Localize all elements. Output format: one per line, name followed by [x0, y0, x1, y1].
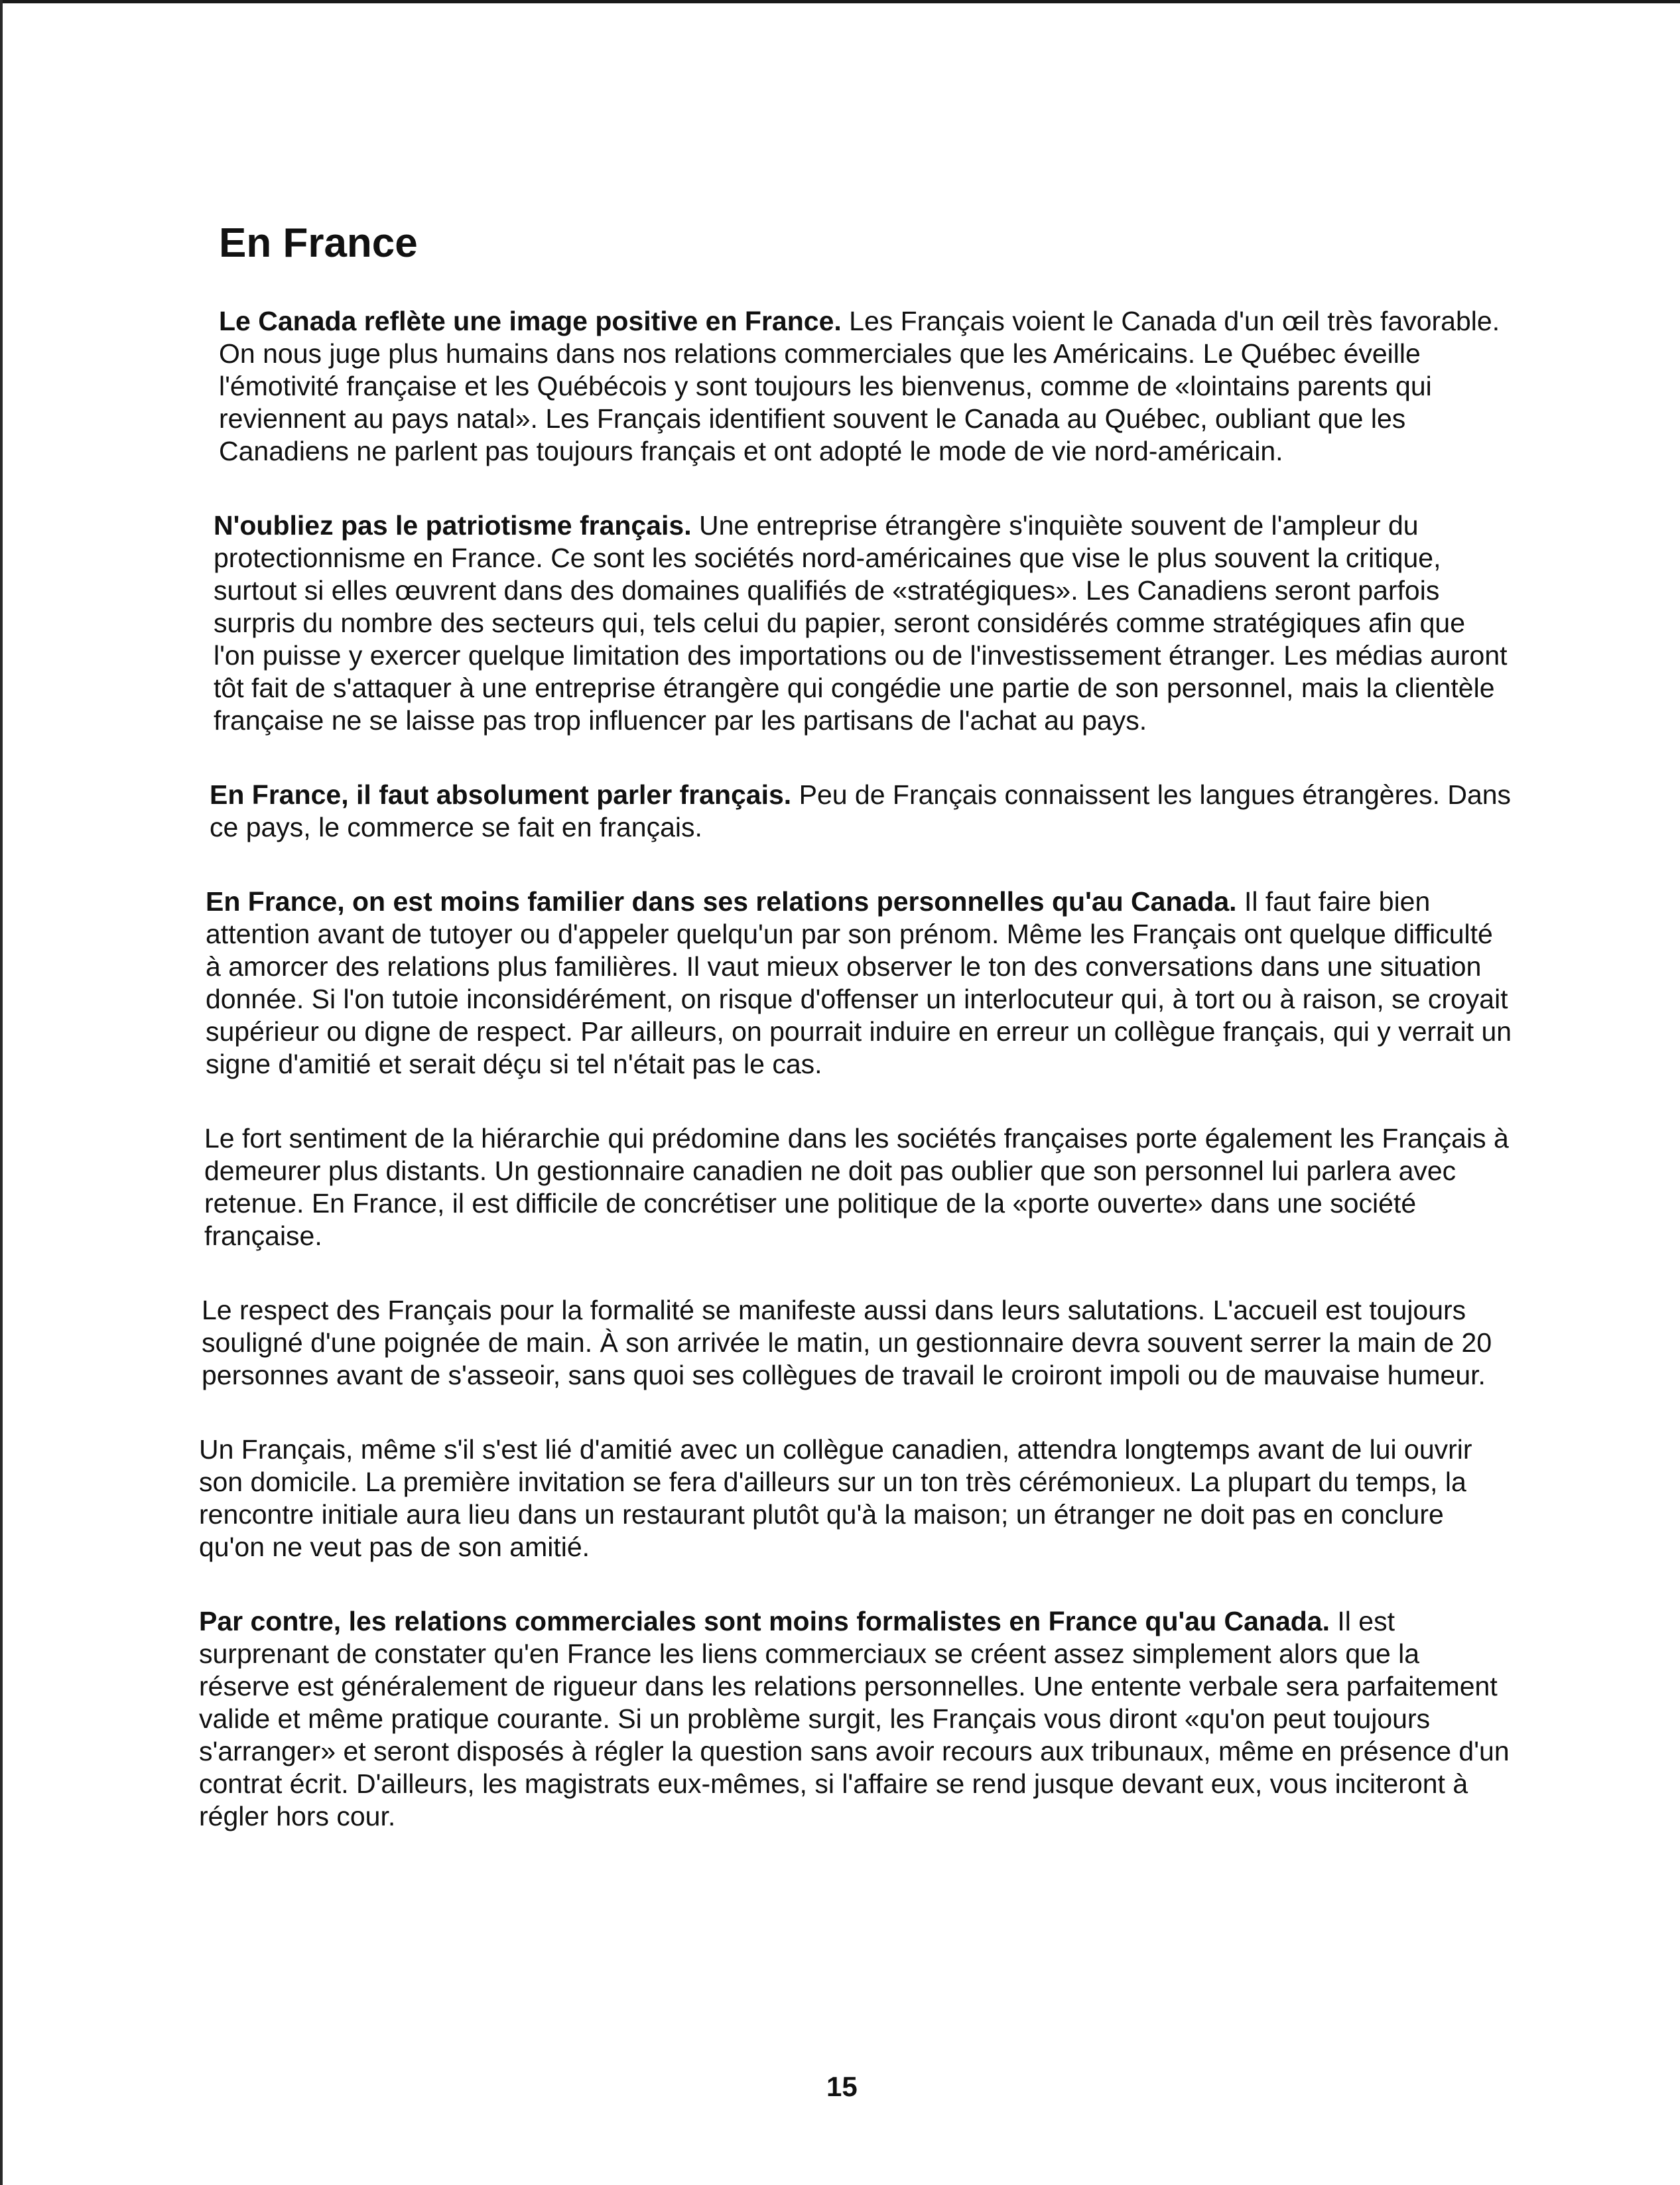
- document-page: [199, 219, 1512, 1875]
- paragraph-friendship: [199, 1433, 1512, 1563]
- paragraph-hierarchy: [204, 1122, 1512, 1252]
- paragraph-lead: Le Canada reflète une image positive en France.: [219, 306, 842, 337]
- paragraph-language: [210, 779, 1512, 844]
- paragraph-familiarity: [206, 886, 1512, 1081]
- paragraph-text: Un Français, même s'il s'est lié d'amitié avec un collègue canadien, attendra longtemps avant de lui ouvrir son domicile. La première invitation se fera d'ailleurs sur un ton très cérémonieux. La plupart du temps, la rencontre initiale aura lieu dans un restaurant plutôt qu'à la maison; un étranger ne doit pas en conclure qu'on ne veut pas de son amitié.: [199, 1434, 1472, 1563]
- paragraph-patriotism: [214, 509, 1512, 737]
- paragraph-greetings: [202, 1294, 1512, 1392]
- paragraph-lead: N'oubliez pas le patriotisme français.: [214, 510, 692, 541]
- page-number: 15: [826, 2071, 858, 2102]
- left-border-line: [0, 0, 3, 2185]
- paragraph-commercial-relations: [199, 1605, 1512, 1833]
- paragraph-text: Les Français voient le Canada d'un œil très favorable. On nous juge plus humains dans nos relations commerciales que les Américains. Le Québec éveille l'émotivité française et les Québécois y sont toujours les bienvenus, comme de «lointains parents qui reviennent au pays natal». Les Français identifient souvent le Canada au Québec, oubliant que les Canadiens ne parlent pas toujours français et ont adopté le mode de vie nord-américain.: [219, 306, 1500, 467]
- paragraph-text: Peu de Français connaissent les langues étrangères. Dans ce pays, le commerce se fait en français.: [210, 779, 1512, 843]
- top-border-line: [0, 0, 1680, 3]
- paragraph-text: Une entreprise étrangère s'inquiète souvent de l'ampleur du protectionnisme en France. Ce sont les sociétés nord-américaines que vise le plus souvent la critique, surtout si elles œuvrent dans des domaines qualifiés de «stratégiques». Les Canadiens seront parfois surpris du nombre des secteurs qui, tels celui du papier, seront considérés comme stratégiques afin que l'on puisse y exercer quelque limitation des importations ou de l'investissement étranger. Les médias auront tôt fait de s'attaquer à une entreprise étrangère qui congédie une partie de son personnel, mais la clientèle française ne se laisse pas trop influencer par les partisans de l'achat au pays.: [214, 510, 1508, 736]
- paragraph-text: Le fort sentiment de la hiérarchie qui prédomine dans les sociétés françaises porte également les Français à demeurer plus distants. Un gestionnaire canadien ne doit pas oublier que son personnel lui parlera avec retenue. En France, il est difficile de concrétiser une politique de la «porte ouverte» dans une société française.: [204, 1123, 1509, 1252]
- paragraph-text: Il faut faire bien attention avant de tutoyer ou d'appeler quelqu'un par son prénom. Même les Français ont quelque difficulté à amorcer des relations plus familières. Il vaut mieux observer le ton des conversations dans une situation donnée. Si l'on tutoie inconsidérément, on risque d'offenser un interlocuteur qui, à tort ou à raison, se croyait supérieur ou digne de respect. Par ailleurs, on pourrait induire en erreur un collègue français, qui y verrait un signe d'amitié et serait déçu si tel n'était pas le cas.: [206, 886, 1512, 1080]
- paragraph-lead: Par contre, les relations commerciales sont moins formalistes en France qu'au Canada.: [199, 1606, 1330, 1637]
- paragraph-text: Le respect des Français pour la formalité se manifeste aussi dans leurs salutations. L'accueil est toujours souligné d'une poignée de main. À son arrivée le matin, un gestionnaire devra souvent serrer la main de 20 personnes avant de s'asseoir, sans quoi ses collègues de travail le croiront impoli ou de mauvaise humeur.: [202, 1295, 1492, 1391]
- paragraph-lead: En France, on est moins familier dans ses relations personnelles qu'au Canada.: [206, 886, 1237, 917]
- paragraph-text: Il est surprenant de constater qu'en France les liens commerciaux se créent assez simplement alors que la réserve est généralement de rigueur dans les relations personnelles. Une entente verbale sera parfaitement valide et même pratique courante. Si un problème surgit, les Français vous diront «qu'on peut toujours s'arranger» et seront disposés à régler la question sans avoir recours aux tribunaux, même en présence d'un contrat écrit. D'ailleurs, les magistrats eux-mêmes, si l'affaire se rend jusque devant eux, vous inciteront à régler hors cour.: [199, 1606, 1510, 1832]
- paragraph-lead: En France, il faut absolument parler français.: [210, 779, 792, 811]
- paragraph-canada-image: [219, 305, 1512, 468]
- page-title: En France: [219, 220, 418, 266]
